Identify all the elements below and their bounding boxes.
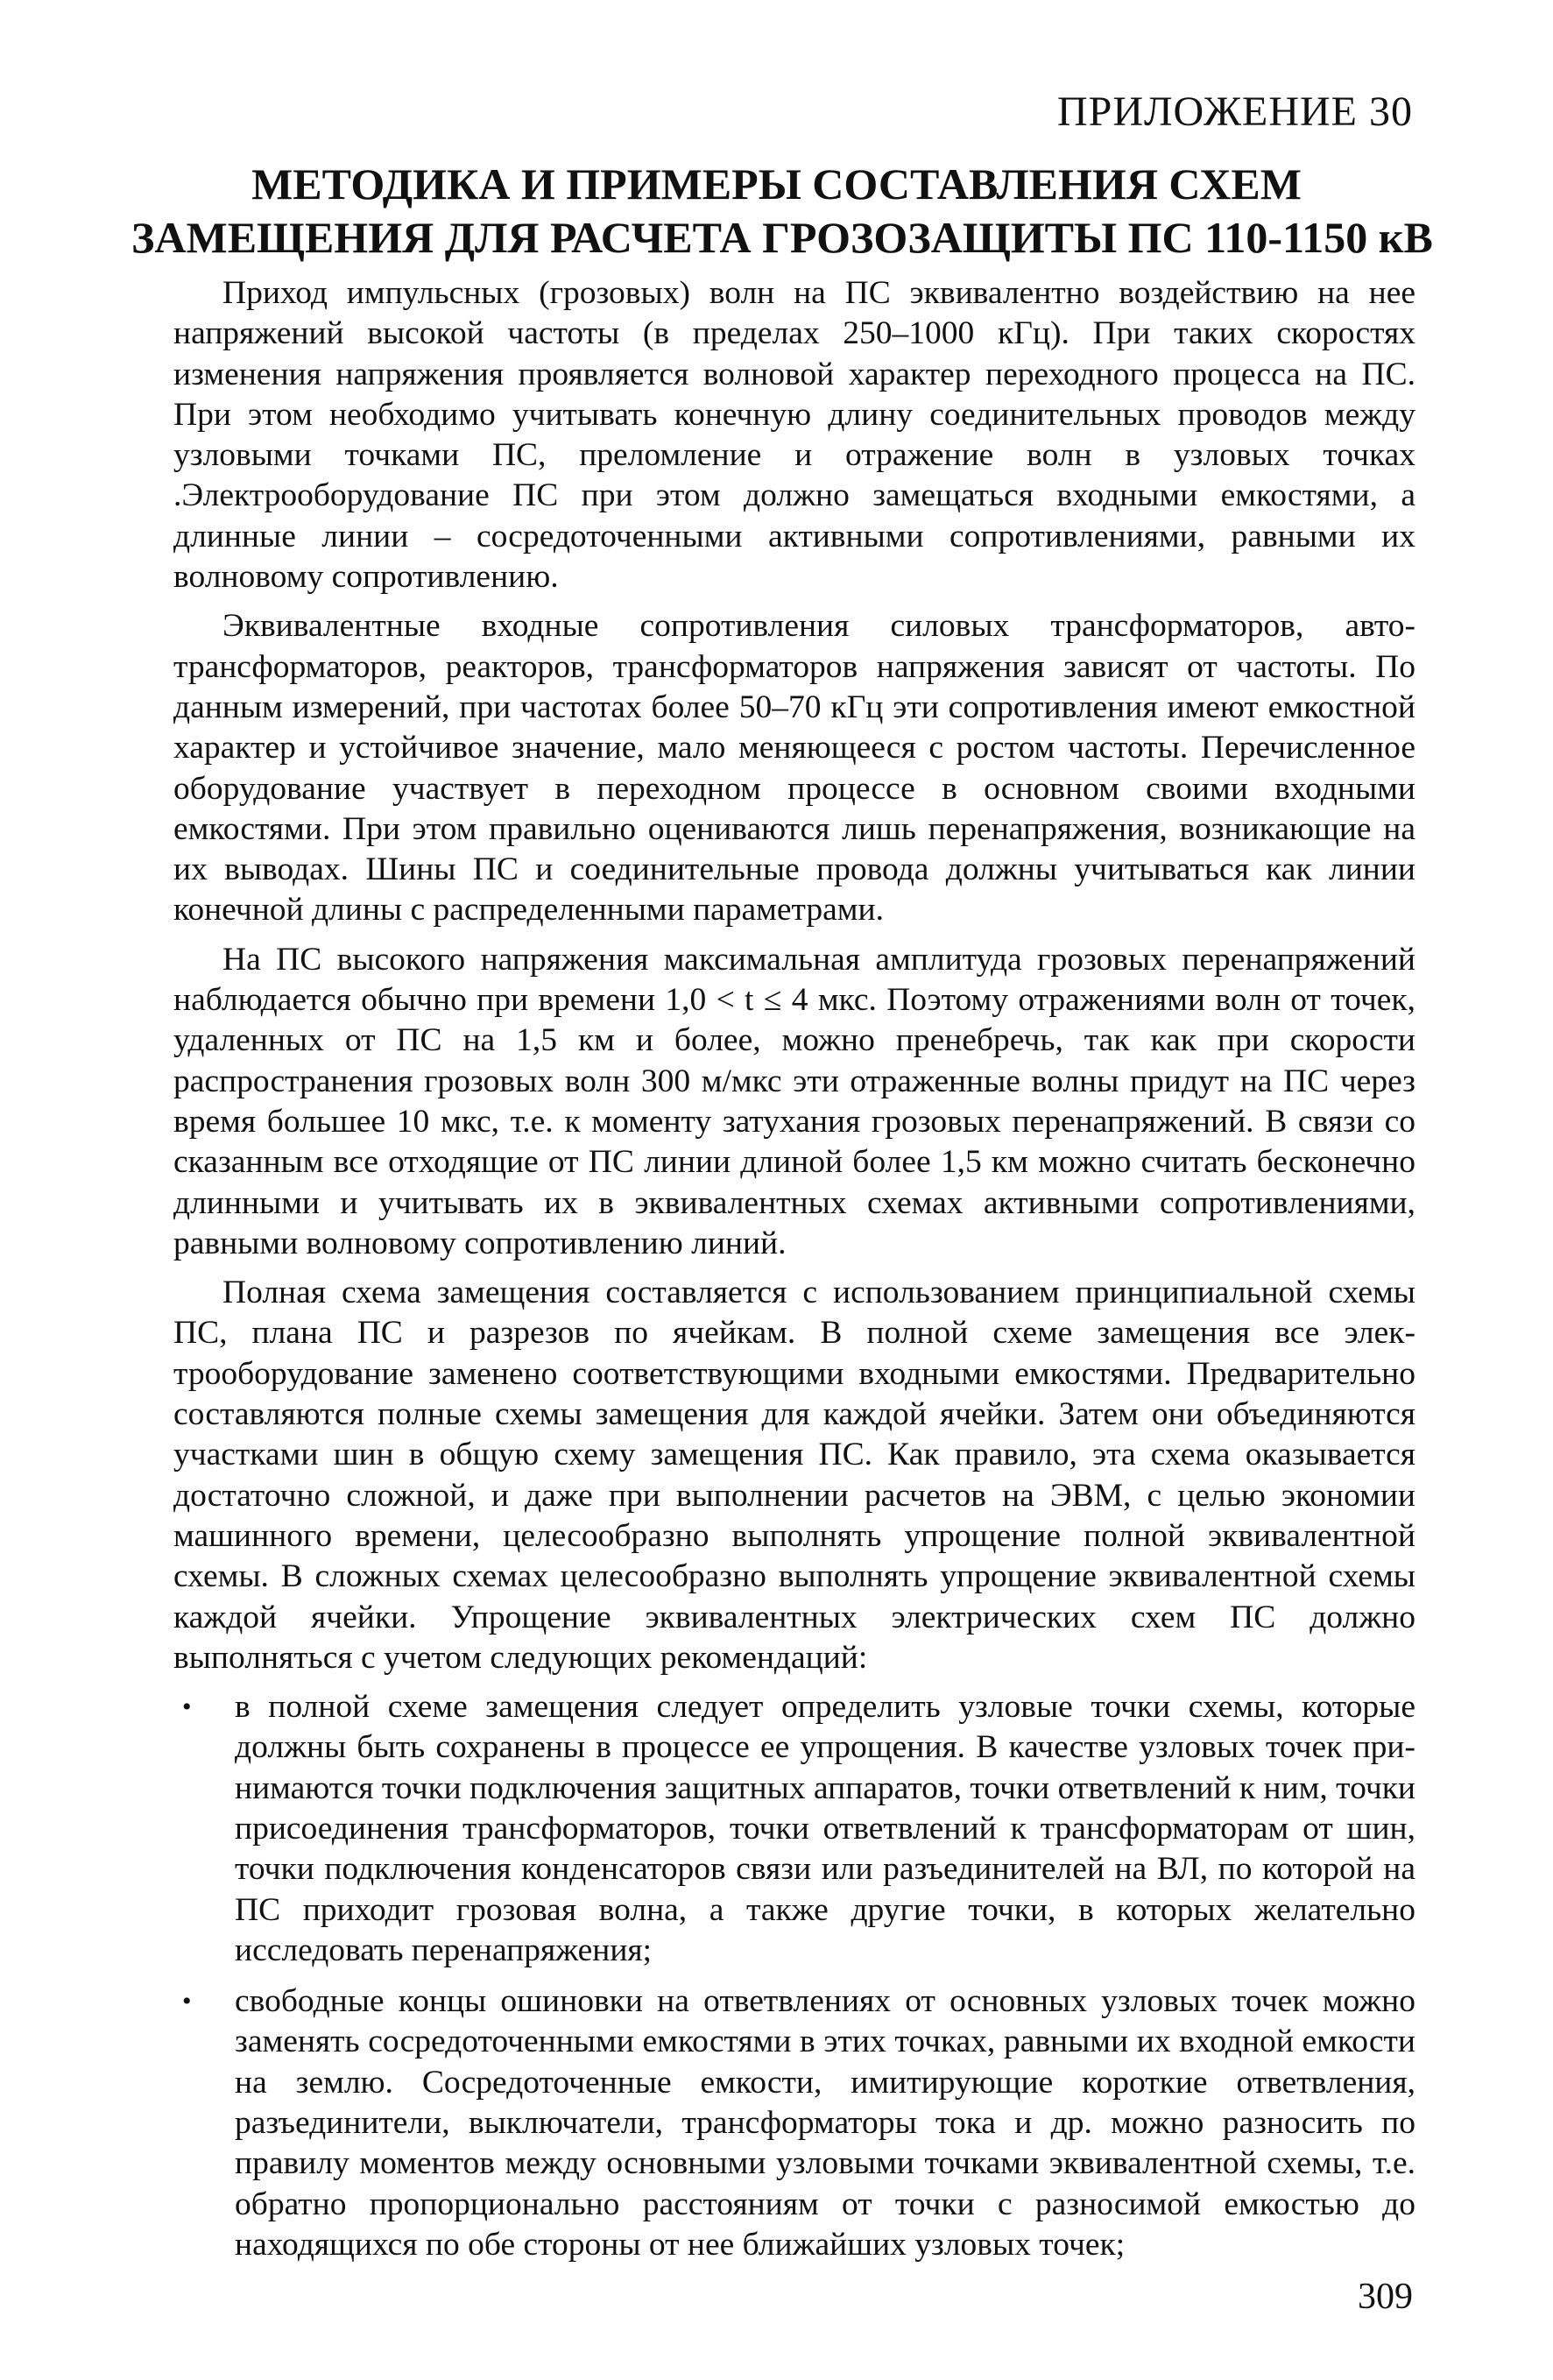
- list-item-text: свободные концы ошиновки на ответвлениях от основных узловых точек можно заменять сосредоточенными емкостями в этих точках, равными их входной емкости на землю. Сосредоточенные емкости, имитирующие короткие ответвления, разъединители, выключатели, трансформаторы тока и др. можно разносить по правилу моментов между основными узловыми точками эквивалентной схемы, т.е. обратно пропорционально расстояниям от точки с разносимой емкостью до находящихся по обе стороны от нее ближайших узловых точек;: [235, 1983, 1415, 2263]
- paragraph: Полная схема замещения составляется с использованием принципиальной схемы ПС, плана ПС и разрезов по ячейкам. В полной схеме замещения все электрооборудование заменено соответствующими входными емкостями. Предварительно составляются полные схемы замещения для каждой ячейки. Затем они объединяются участками шин в общую схему замещения ПС. Как правило, эта схема оказывается достаточно сложной, и даже при выполнении расчетов на ЭВМ, с целью экономии машинного времени, целесообразно выполнять упрощение полной эквивалентной схемы. В сложных схемах целесообразно выполнять упрощение эквивалентной схемы каждой ячейки. Упрощение эквивалентных электрических схем ПС должно выполняться с учетом следующих рекомендаций:: [173, 1275, 1415, 1676]
- list-item-text: в полной схеме замещения следует определить узловые точки схемы, которые должны быть сохранены в процессе ее упрощения. В качестве узловых точек принимаются точки подключения защитных аппаратов, точки ответвлений к ним, точки присоединения трансформаторов, точки ответвлений к трансформаторам от шин, точки подключения конденсаторов связи или разъединителей на ВЛ, по которой на ПС приходит грозовая волна, а также другие точки, в которых желательно исследовать перенапряжения;: [235, 1689, 1415, 1968]
- appendix-label: ПРИЛОЖЕНИЕ 30: [1056, 88, 1413, 135]
- title-line-1: МЕТОДИКА И ПРИМЕРЫ СОСТАВЛЕНИЯ СХЕМ: [251, 159, 1302, 208]
- bullet-icon: •: [182, 1692, 192, 1722]
- list-item: [173, 1981, 1415, 2265]
- page-number: 309: [1358, 2277, 1413, 2317]
- document-title: [131, 158, 1433, 265]
- paragraph: Приход импульсных (грозовых) волн на ПС эквивалентно воздействию на нее напряжений высокой частоты (в пределах 250–1000 кГц). При таких скоростях изменения напряжения проявляется волновой характер переходного процесса на ПС. При этом необходимо учитывать конечную длину соединительных проводов между узловыми точками ПС, преломление и отражение волн в узловых точках .Электрооборудование ПС при этом должно замещаться входными емкостями, а длинные линии – сосредоточенными активными сопротивлениями, равными их волновому сопротивлению.: [173, 275, 1415, 596]
- list-item: [173, 1687, 1415, 1971]
- recommendation-list: [173, 1687, 1415, 2265]
- bullet-icon: •: [182, 1987, 192, 2016]
- paragraph: На ПС высокого напряжения максимальная амплитуда грозовых перенапряжений наблюдается обычно при времени 1,0 < t ≤ 4 мкс. Поэтому отражениями волн от точек, удаленных от ПС на 1,5 км и более, можно пренебречь, так как при скорости распространения грозовых волн 300 м/мкс эти отраженные волны придут на ПС через время большее 10 мкс, т.е. к моменту затухания грозовых перенапряжений. В связи со сказанным все отходящие от ПС линии длиной более 1,5 км можно считать бесконечно длинными и учитывать их в эквивалентных схемах активными сопротивлениями, равными волновому сопротивлению линий.: [173, 941, 1415, 1261]
- body-text: [173, 273, 1415, 2276]
- paragraph: Эквивалентные входные сопротивления силовых трансформаторов, автотрансформаторов, реакторов, трансформаторов напряжения зависят от частоты. По данным измерений, при частотах более 50–70 кГц эти сопротивления имеют емкостной характер и устойчивое значение, мало меняющееся с ростом частоты. Перечисленное оборудование участвует в переходном процессе в основном своими входными емкостями. При этом правильно оцениваются лишь перенапряжения, возникающие на их выводах. Шины ПС и соединительные провода должны учитываться как линии конечной длины с распределенными параметрами.: [173, 608, 1415, 929]
- title-line-2: ЗАМЕЩЕНИЯ ДЛЯ РАСЧЕТА ГРОЗОЗАЩИТЫ ПС 110-1150 кВ: [131, 213, 1433, 262]
